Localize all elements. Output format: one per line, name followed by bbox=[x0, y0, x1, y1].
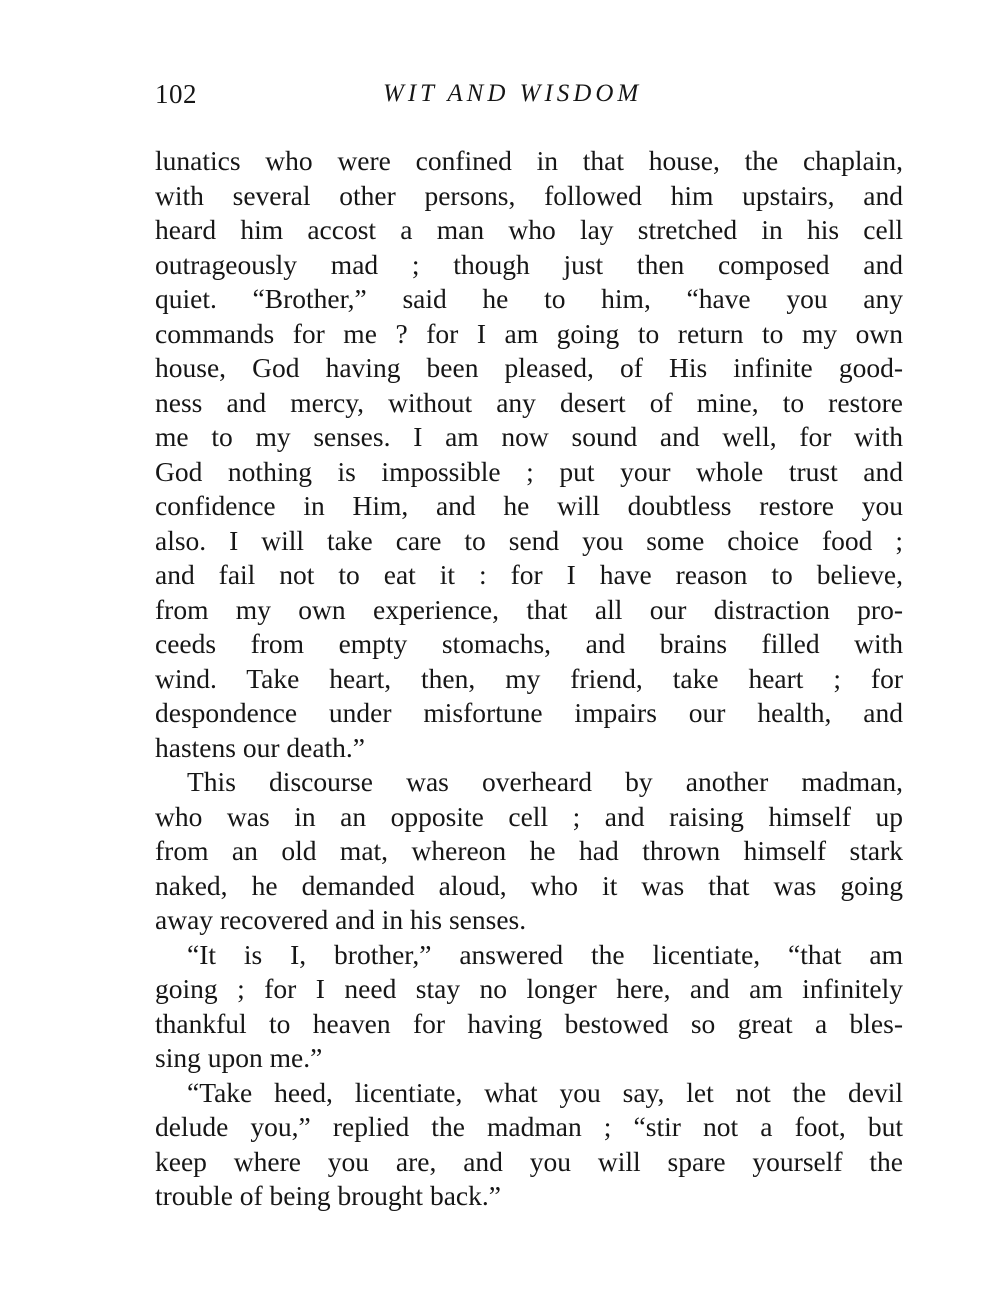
text-line: going ; for I need stay no longer here, and am infinitely bbox=[155, 973, 903, 1004]
text-line: who was in an opposite cell ; and raising himself up bbox=[155, 800, 903, 832]
text-line: me to my senses. I am now sound and well, for with bbox=[155, 421, 903, 452]
text-line: with several other persons, followed him upstairs, and bbox=[155, 179, 903, 211]
text-line: from my own experience, that all our distraction pro- bbox=[155, 593, 903, 625]
text-line: also. I will take care to send you some choice food ; bbox=[155, 524, 903, 556]
text-line: from an old mat, whereon he had thrown himself stark bbox=[155, 835, 903, 866]
text-line: delude you,” replied the madman ; “stir not a foot, but bbox=[155, 1111, 903, 1142]
text-line: ceeds from empty stomachs, and brains filled with bbox=[155, 628, 903, 659]
page-number: 102 bbox=[155, 79, 197, 109]
text-line: away recovered and in his senses. bbox=[155, 904, 527, 935]
text-line: lunatics who were confined in that house, the chaplain, bbox=[155, 145, 903, 176]
text-line: quiet. “Brother,” said he to him, “have you any bbox=[155, 283, 903, 314]
text-line: thankful to heaven for having bestowed so great a bles- bbox=[155, 1007, 903, 1039]
running-title: WIT AND WISDOM bbox=[383, 80, 643, 107]
text-line: trouble of being brought back.” bbox=[155, 1180, 501, 1211]
text-line: despondence under misfortune impairs our health, and bbox=[155, 697, 903, 728]
text-line: “Take heed, licentiate, what you say, let not the devil bbox=[187, 1076, 903, 1108]
text-line: keep where you are, and you will spare yourself the bbox=[155, 1145, 903, 1177]
text-line: This discourse was overheard by another madman, bbox=[187, 766, 903, 797]
running-head bbox=[155, 72, 903, 116]
text-line: wind. Take heart, then, my friend, take heart ; for bbox=[155, 662, 903, 694]
text-line: naked, he demanded aloud, who it was that was going bbox=[155, 869, 903, 901]
text-line: commands for me ? for I am going to return to my own bbox=[155, 317, 903, 349]
text-line: sing upon me.” bbox=[155, 1042, 323, 1073]
text-line: house, God having been pleased, of His infinite good- bbox=[155, 352, 903, 383]
text-line: and fail not to eat it : for I have reason to believe, bbox=[155, 559, 903, 590]
text-line: heard him accost a man who lay stretched in his cell bbox=[155, 214, 903, 245]
text-line: outrageously mad ; though just then composed and bbox=[155, 248, 903, 280]
text-line: God nothing is impossible ; put your whole trust and bbox=[155, 455, 903, 487]
text-line: ness and mercy, without any desert of mine, to restore bbox=[155, 386, 903, 418]
text-line: “It is I, brother,” answered the licentiate, “that am bbox=[187, 938, 903, 970]
text-line: confidence in Him, and he will doubtless restore you bbox=[155, 490, 903, 521]
body-text bbox=[155, 144, 903, 1214]
text-line: hastens our death.” bbox=[155, 731, 365, 763]
